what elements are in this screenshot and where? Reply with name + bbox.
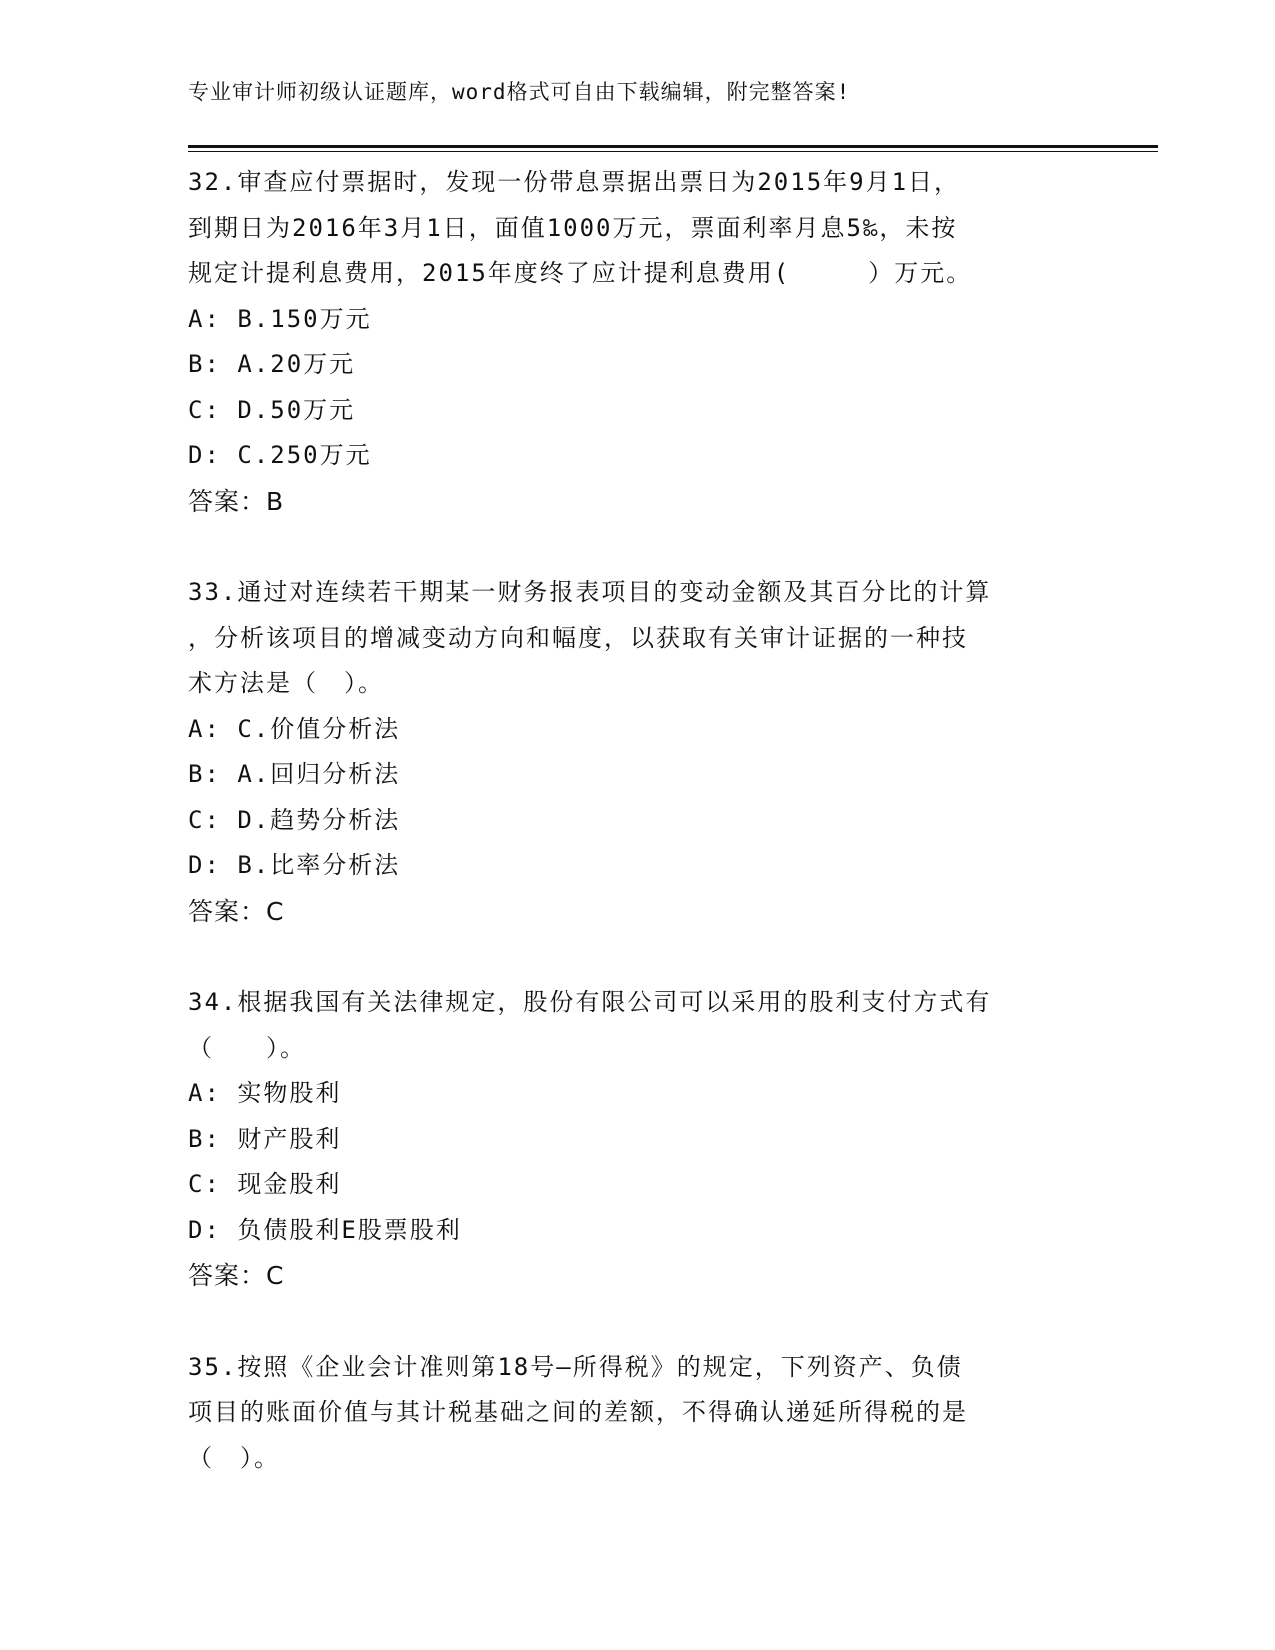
option-a: A: B.150万元 xyxy=(188,304,372,333)
question-stem-line: 规定计提利息费用，2015年度终了应计提利息费用( ）万元。 xyxy=(188,259,973,287)
option-b: B: 财产股利 xyxy=(188,1124,342,1153)
question-stem-line: 35.按照《企业会计准则第18号—所得税》的规定，下列资产、负债 xyxy=(188,1352,963,1381)
option-d: D: B.比率分析法 xyxy=(188,851,401,879)
question-stem-line: 33.通过对连续若干期某一财务报表项目的变动金额及其百分比的计算 xyxy=(188,578,992,606)
answer-label: 答案：C xyxy=(188,896,285,926)
header-rule-thin xyxy=(188,151,1158,152)
question-stem-line: 到期日为2016年3月1日，面值1000万元，票面利率月息5‰，未按 xyxy=(188,213,958,242)
question-35 xyxy=(188,1345,1088,1482)
question-stem-line: 34.根据我国有关法律规定，股份有限公司可以采用的股利支付方式有 xyxy=(188,988,992,1016)
question-list xyxy=(188,160,1088,1527)
option-a: A: C.价值分析法 xyxy=(188,714,401,743)
option-c: C: D.50万元 xyxy=(188,395,356,424)
question-32 xyxy=(188,160,1088,524)
question-stem-line: ，分析该项目的增减变动方向和幅度，以获取有关审计证据的一种技 xyxy=(188,623,968,652)
question-stem-line: （ ）。 xyxy=(188,1033,306,1062)
question-stem-line: （ ）。 xyxy=(188,1443,280,1472)
question-34 xyxy=(188,980,1088,1299)
question-stem-line: 项目的账面价值与其计税基础之间的差额，不得确认递延所得税的是 xyxy=(188,1398,968,1426)
option-c: C: D.趋势分析法 xyxy=(188,805,401,834)
option-d: D: C.250万元 xyxy=(188,441,372,469)
question-stem-line: 术方法是（ ）。 xyxy=(188,669,384,697)
answer-label: 答案：C xyxy=(188,1261,285,1290)
page-header: 专业审计师初级认证题库，word格式可自由下载编辑，附完整答案! xyxy=(188,80,851,104)
option-b: B: A.20万元 xyxy=(188,350,356,378)
header-rule-thick xyxy=(188,145,1158,148)
option-a: A: 实物股利 xyxy=(188,1079,342,1107)
question-stem-line: 32.审查应付票据时，发现一份带息票据出票日为2015年9月1日， xyxy=(188,168,961,196)
answer-label: 答案：B xyxy=(188,486,285,516)
question-33 xyxy=(188,570,1088,934)
option-d: D: 负债股利E股票股利 xyxy=(188,1215,462,1244)
option-b: B: A.回归分析法 xyxy=(188,760,401,788)
option-c: C: 现金股利 xyxy=(188,1170,342,1198)
